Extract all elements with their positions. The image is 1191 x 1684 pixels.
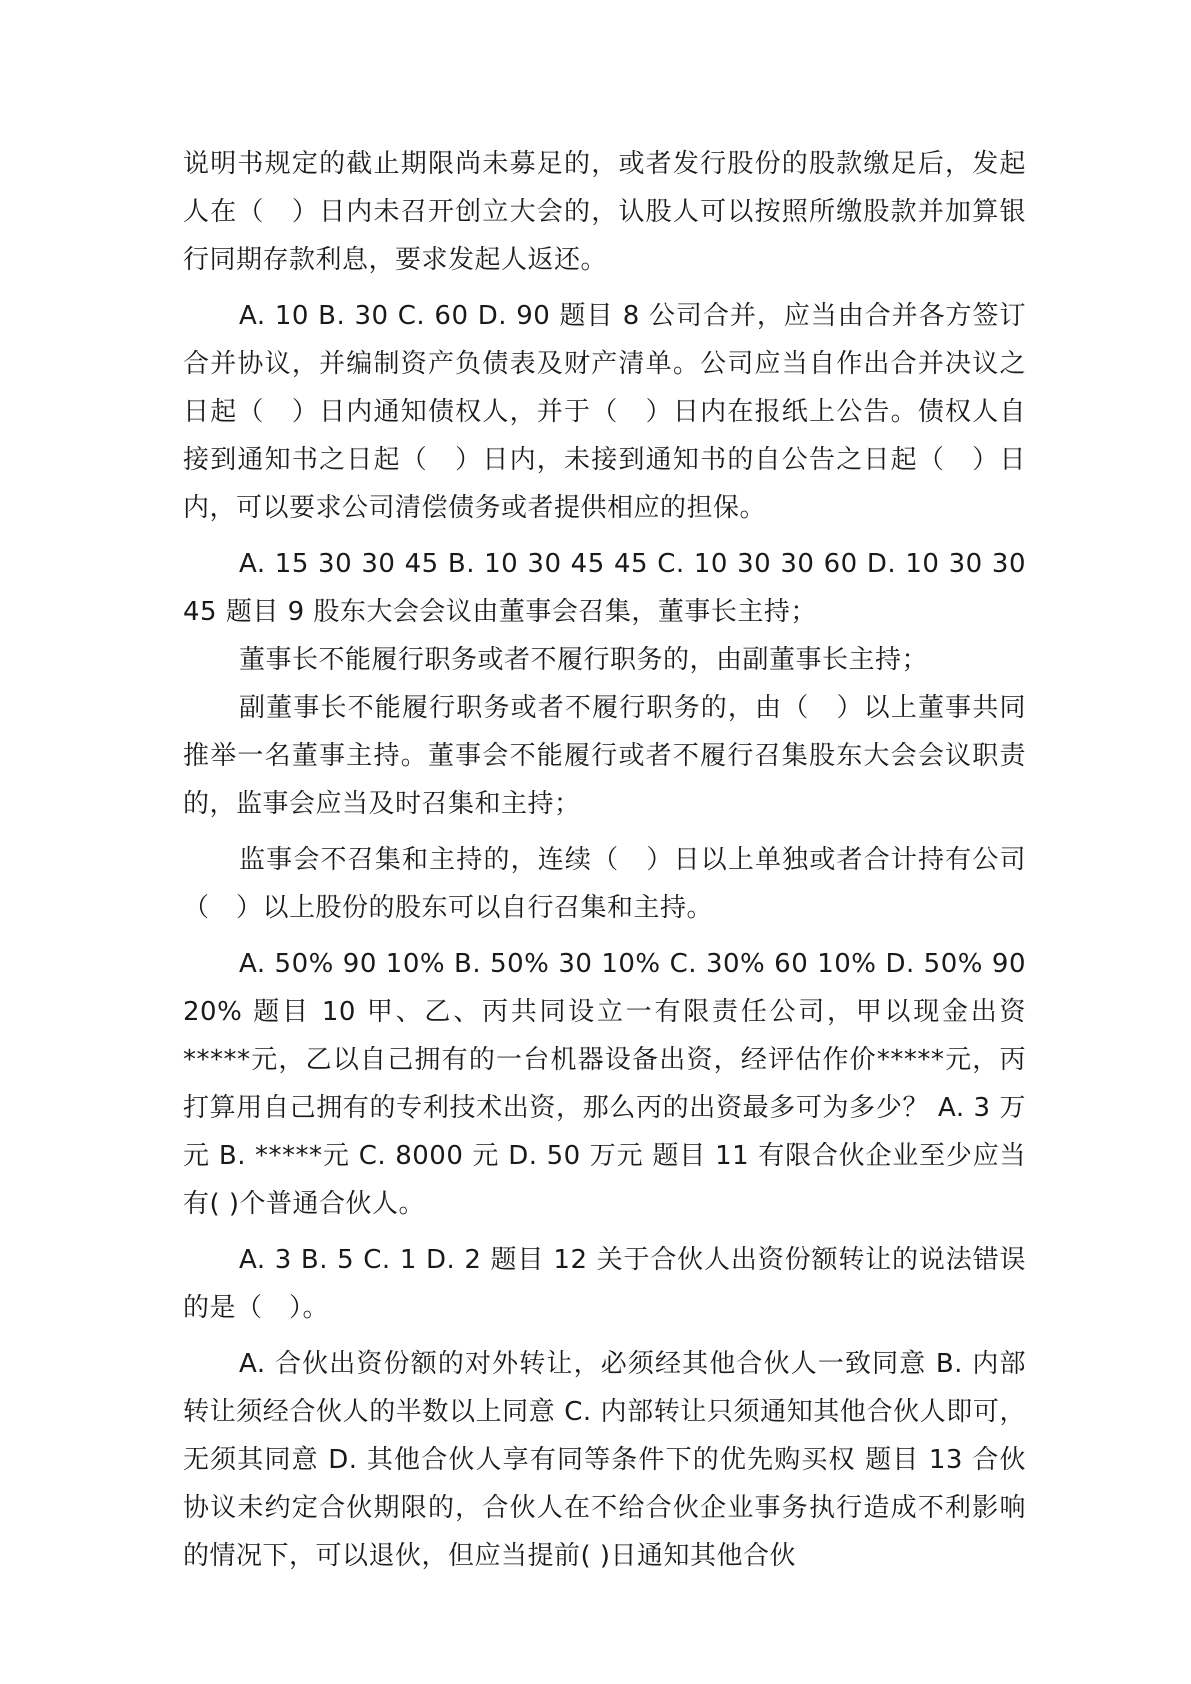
paragraph-3: A. 15 30 30 45 B. 10 30 45 45 C. 10 30 30 60 D. 10 30 30 45 题目 9 股东大会会议由董事会召集，董事长主持； [183, 549, 1026, 627]
paragraph-1: 说明书规定的截止期限尚未募足的，或者发行股份的股款缴足后，发起人在（ ）日内未召开创立大会的，认股人可以按照所缴股款并加算银行同期存款利息，要求发起人返还。 [183, 149, 1026, 275]
paragraph-7: A. 50% 90 10% B. 50% 30 10% C. 30% 60 10% D. 50% 90 20% 题目 10 甲、乙、丙共同设立一有限责任公司，甲以现金出资*****元，乙以自己拥有的一台机器设备出资，经评估作价*****元，丙打算用自己拥有的专利技术出资，那么丙的出资最多可为多少？ A. 3 万元 B. *****元 C. 8000 元 D. 50 万元 题目 11 有限合伙企业至少应当有( )个普通合伙人。 [183, 949, 1026, 1219]
paragraph-6: 监事会不召集和主持的，连续（ ）日以上单独或者合计持有公司（ ）以上股份的股东可以自行召集和主持。 [183, 845, 1026, 923]
paragraph-4: 董事长不能履行职务或者不履行职务的，由副董事长主持； [239, 645, 929, 675]
paragraph-9: A. 合伙出资份额的对外转让，必须经其他合伙人一致同意 B. 内部转让须经合伙人的半数以上同意 C. 内部转让只须通知其他合伙人即可，无须其同意 D. 其他合伙人享有同等条件下的优先购买权 题目 13 合伙协议未约定合伙期限的，合伙人在不给合伙企业事务执行造成不利影响的情况下，可以退伙，但应当提前( )日通知其他合伙 [183, 1349, 1026, 1571]
paragraph-8: A. 3 B. 5 C. 1 D. 2 题目 12 关于合伙人出资份额转让的说法错误的是（ ）。 [183, 1245, 1026, 1323]
document-body [183, 140, 1026, 1588]
paragraph-5: 副董事长不能履行职务或者不履行职务的，由（ ）以上董事共同推举一名董事主持。董事会不能履行或者不履行召集股东大会会议职责的，监事会应当及时召集和主持； [183, 693, 1026, 819]
paragraph-2: A. 10 B. 30 C. 60 D. 90 题目 8 公司合并，应当由合并各方签订合并协议，并编制资产负债表及财产清单。公司应当自作出合并决议之日起（ ）日内通知债权人，并于（ ）日内在报纸上公告。债权人自接到通知书之日起（ ）日内，未接到通知书的自公告之日起（ ）日内，可以要求公司清偿债务或者提供相应的担保。 [183, 301, 1026, 523]
